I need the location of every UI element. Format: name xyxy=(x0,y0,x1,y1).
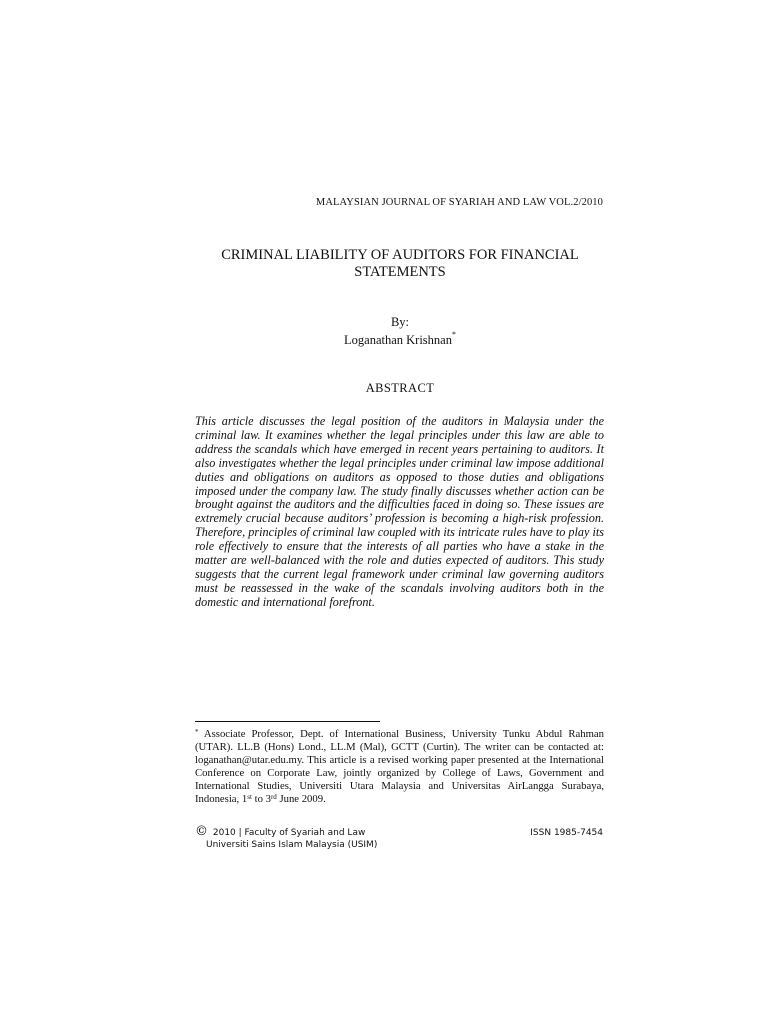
footer-publisher xyxy=(195,826,377,851)
footnote-divider xyxy=(195,721,380,722)
title-line-1: CRIMINAL LIABILITY OF AUDITORS FOR FINANCIAL xyxy=(221,247,579,263)
footnote-text: Associate Professor, Dept. of International Business, University Tunku Abdul Rahman (UTAR). LL.B (Hons) Lond., LL.M (Mal), GCTT (Curtin). The writer can be contacted at: loganathan@utar.edu.my. This article is a revised working paper presented at the International Conference on Corporate Law, jointly organized by College of Laws, Government and International Studies, Universiti Utara Malaysia and Universitas AirLangga Surabaya, Indonesia, 1 xyxy=(195,728,604,805)
running-head: MALAYSIAN JOURNAL OF SYARIAH AND LAW VOL.2/2010 xyxy=(315,197,603,208)
author-line xyxy=(195,330,605,348)
footer-issn: ISSN 1985-7454 xyxy=(530,828,603,838)
footnote-text-end: June 2009. xyxy=(276,793,326,805)
footnote-ordinal-1: st xyxy=(247,793,252,801)
copyright-icon: © xyxy=(195,824,208,839)
by-label: By: xyxy=(390,315,410,329)
title-line-2: STATEMENTS xyxy=(354,264,446,280)
abstract-heading: ABSTRACT xyxy=(365,381,435,395)
abstract-text: This article discusses the legal position of the auditors in Malaysia under the criminal law. It examines whether the legal principles under this law are able to address the scandals which have emerged in recent years pertaining to auditors. It also investigates whether the legal principles under criminal law impose additional duties and obligations on auditors as opposed to those duties and obligations imposed under the company law. The study finally discusses whether action can be brought against the auditors and the difficulties faced in doing so. These issues are extremely crucial because auditors’ profession is becoming a high-risk profession. Therefore, principles of criminal law coupled with its intricate rules have to play its role effectively to ensure that the interests of all parties who have a stake in the matter are well-balanced with the role and duties expected of auditors. This study suggests that the current legal framework under criminal law governing auditors must be reassessed in the wake of the scandals involving auditors both in the domestic and international forefront. xyxy=(195,414,604,609)
footer-line-1 xyxy=(195,826,377,839)
footnote-mark: * xyxy=(195,728,199,736)
author-name: Loganathan Krishnan xyxy=(344,333,452,347)
author-footnote-mark: * xyxy=(451,330,456,339)
footnote xyxy=(195,728,604,806)
footnote-ordinal-2: rd xyxy=(270,793,277,801)
article-title xyxy=(195,247,605,281)
footnote-text-mid: to 3 xyxy=(251,793,271,805)
footer-faculty: 2010 | Faculty of Syariah and Law xyxy=(212,828,366,838)
footer-university: Universiti Sains Islam Malaysia (USIM) xyxy=(206,840,378,850)
